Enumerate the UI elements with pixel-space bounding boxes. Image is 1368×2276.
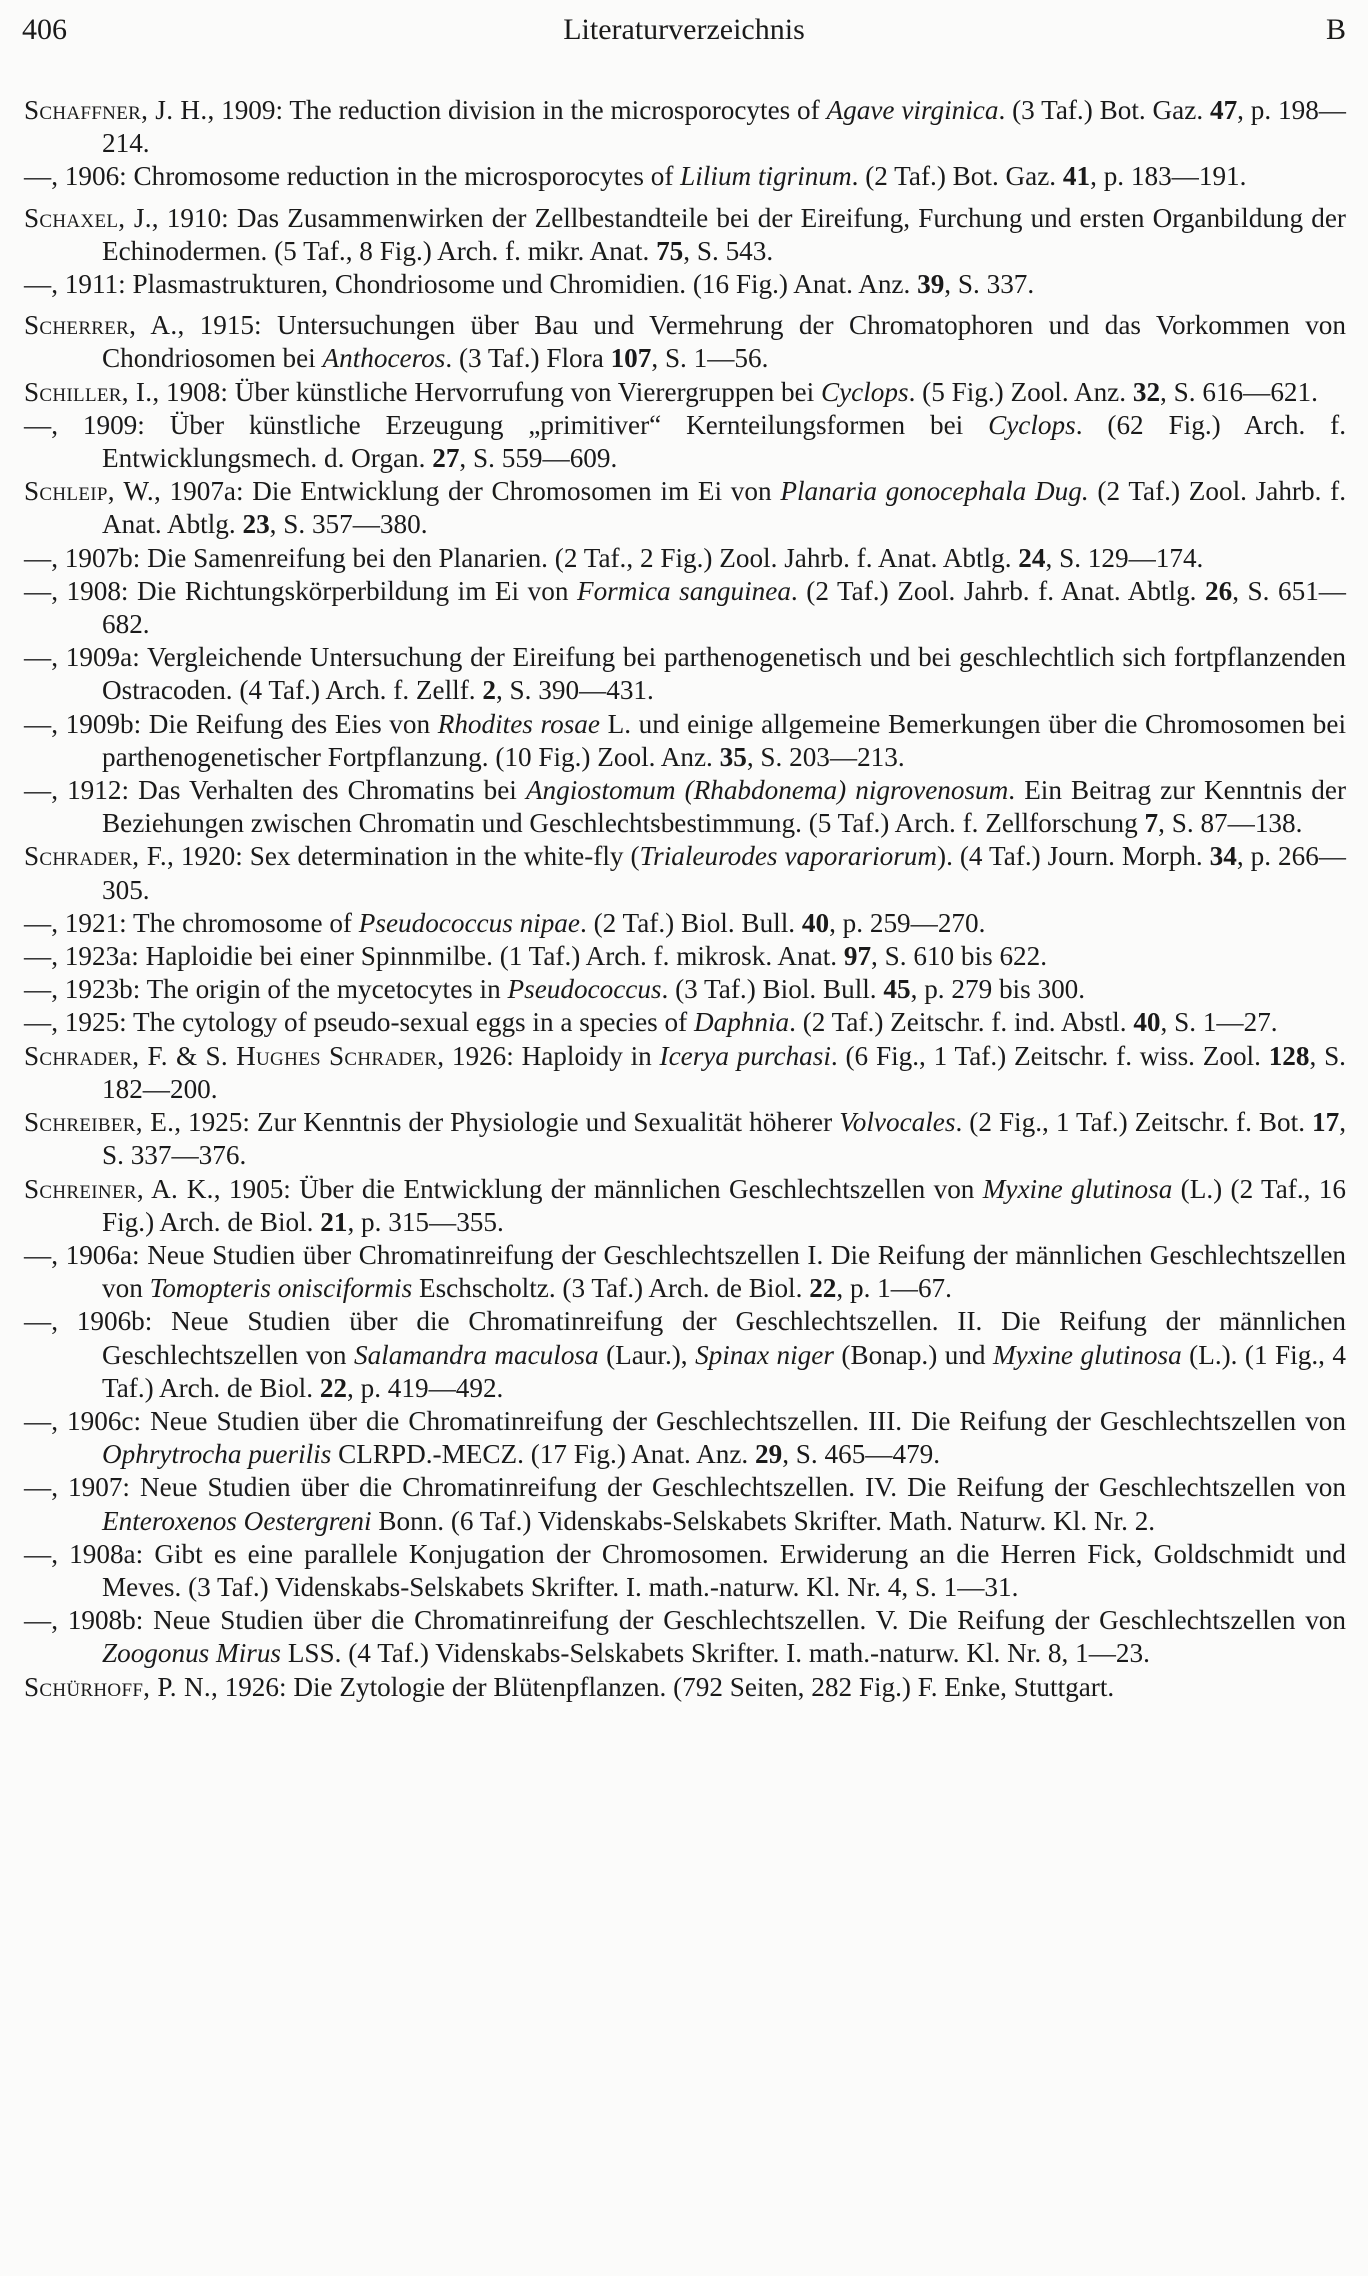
bibliography-entry (24, 202, 1346, 268)
taxon-name: Lilium tigrinum (680, 161, 852, 192)
entry-text: (Laur.), (598, 1339, 696, 1370)
volume-number: 22 (319, 1372, 347, 1403)
entry-text: , 1920: Sex determination in the white-fly ( (167, 841, 640, 872)
taxon-name: Myxine glutinosa (982, 1173, 1173, 1204)
bibliography-entry (24, 94, 1346, 160)
entry-text: —, 1908a: Gibt es eine parallele Konjugation der Chromosomen. Erwiderung an die Herren Fick, Goldschmidt und Meves. (3 Taf.) Videnskabs-Selskabets Skrifter. I. math.-naturw. Kl. Nr. 4, S. 1—31. (24, 1538, 1346, 1602)
entry-text: (Bonap.) und (833, 1339, 993, 1370)
volume-number: 97 (843, 941, 872, 972)
bibliography-entry (24, 575, 1346, 641)
entry-text: (L.). (1 Fig., 4 Taf.) Arch. de Biol. (102, 1339, 1346, 1403)
entry-text: , p. 419—492. (347, 1372, 504, 1403)
entry-text: , 1908: Über künstliche Hervorrufung von Vierergruppen bei (152, 376, 821, 407)
entry-text: , p. 1—67. (836, 1273, 952, 1304)
taxon-name: Agave virginica (826, 95, 999, 125)
entry-text: , p. 259—270. (829, 907, 986, 938)
entry-text: , S. 651—682. (102, 575, 1346, 640)
entry-text: —, 1906c: Neue Studien über die Chromatinreifung der Geschlechtszellen. III. Die Reifung der Geschlechtszellen von (24, 1405, 1346, 1436)
taxon-name: Icerya purchasi (659, 1040, 831, 1071)
entry-text: L. und einige allgemeine Bemerkungen über die Chromosomen bei parthenogenetischer Fortpflanzung. (10 Fig.) Zool. Anz. (102, 708, 1346, 772)
bibliography-list (24, 94, 1346, 1704)
volume-number: 21 (320, 1206, 348, 1237)
entry-text: —, 1907: Neue Studien über die Chromatinreifung der Geschlechtszellen. IV. Die Reifung der Geschlechtszellen von (24, 1472, 1346, 1503)
entry-text: , 1909: The reduction division in the microsporocytes of (207, 95, 827, 125)
entry-text: , 1926: Haploidy in (437, 1040, 660, 1071)
volume-number: 41 (1062, 161, 1091, 192)
entry-text: , p. 279 bis 300. (910, 974, 1086, 1005)
entry-text: —, 1923b: The origin of the mycetocytes in (24, 974, 508, 1005)
entry-text: , S. 357—380. (269, 509, 428, 540)
volume-number: 35 (719, 741, 747, 772)
taxon-name: Trialeurodes vaporariorum (639, 841, 938, 872)
author-name: Schrader, F. (24, 841, 168, 872)
volume-number: 27 (432, 443, 460, 474)
taxon-name: Spinax niger (695, 1339, 834, 1370)
author-name: Scherrer, A. (24, 310, 178, 341)
entry-text: . (3 Taf.) Biol. Bull. (661, 974, 884, 1005)
entry-text: —, 1909b: Die Reifung des Eies von (24, 708, 438, 739)
entry-text: , S. 1—27. (1160, 1007, 1278, 1038)
entry-text: CLRPD.-MECZ. (17 Fig.) Anat. Anz. (331, 1439, 756, 1470)
bibliography-entry (24, 1006, 1346, 1039)
entry-text: , 1905: Über die Entwicklung der männlichen Geschlechtszellen von (213, 1173, 983, 1204)
bibliography-entry (24, 160, 1346, 193)
bibliography-entry (24, 1040, 1346, 1106)
entry-text: . (62 Fig.) Arch. f. Entwicklungsmech. d. Organ. (102, 409, 1347, 474)
entry-text: (L.) (2 Taf., 16 Fig.) Arch. de Biol. (102, 1173, 1346, 1237)
entry-text: Bonn. (6 Taf.) Videnskabs-Selskabets Skrifter. Math. Naturw. Kl. Nr. 2. (371, 1505, 1156, 1536)
taxon-name: Salamandra maculosa (353, 1339, 599, 1370)
volume-number: 29 (755, 1439, 783, 1470)
page-header (22, 8, 1346, 52)
entry-text: , S. 465—479. (782, 1439, 941, 1470)
entry-text: (2 Taf.) Zool. Jahrb. f. Anat. Abtlg. (102, 476, 1346, 540)
entry-text: , p. 315—355. (347, 1206, 504, 1237)
volume-number: 128 (1268, 1040, 1310, 1071)
volume-number: 47 (1209, 95, 1238, 125)
running-title: Literaturverzeichnis (563, 13, 805, 46)
volume-number: 39 (917, 269, 945, 300)
entry-text: . (3 Taf.) Bot. Gaz. (998, 95, 1210, 125)
taxon-name: Rhodites rosae (437, 708, 600, 739)
author-name: Schürhoff, P. N. (24, 1671, 212, 1702)
taxon-name: Tomopteris onisciformis (149, 1273, 413, 1304)
bibliography-entry (24, 641, 1346, 707)
entry-text: —, 1912: Das Verhalten des Chromatins bei (24, 775, 526, 806)
volume-number: 24 (1018, 542, 1046, 573)
entry-text: —, 1907b: Die Samenreifung bei den Planarien. (2 Taf., 2 Fig.) Zool. Jahrb. f. Anat. Abtlg. (24, 542, 1019, 573)
taxon-name: Pseudococcus nipae (358, 907, 580, 938)
entry-text: . (6 Fig., 1 Taf.) Zeitschr. f. wiss. Zool. (830, 1040, 1269, 1071)
bibliography-entry (24, 774, 1346, 840)
bibliography-entry (24, 1604, 1346, 1670)
entry-text: , S. 543. (683, 235, 774, 266)
volume-number: 40 (801, 907, 830, 938)
entry-text: , 1910: Das Zusammenwirken der Zellbestandteile bei der Eireifung, Furchung und ersten Organbildung der Echinodermen. (5 Taf., 8 Fig.) Arch. f. mikr. Anat. (102, 202, 1346, 266)
entry-text: . (5 Fig.) Zool. Anz. (908, 376, 1133, 407)
entry-text: . (2 Taf.) Zeitschr. f. ind. Abstl. (789, 1007, 1134, 1038)
entry-text: , p. 198—214. (102, 95, 1346, 159)
section-letter: B (1325, 13, 1346, 46)
entry-text: LSS. (4 Taf.) Videnskabs-Selskabets Skrifter. I. math.-naturw. Kl. Nr. 8, 1—23. (281, 1638, 1150, 1669)
bibliography-entry (24, 840, 1346, 906)
author-name: Schrader, F. & S. Hughes Schrader (24, 1040, 438, 1071)
taxon-name: Anthoceros (322, 343, 446, 374)
bibliography-entry (24, 1471, 1346, 1537)
entry-text: ). (4 Taf.) Journ. Morph. (937, 841, 1210, 872)
taxon-name: Myxine glutinosa (993, 1339, 1182, 1370)
entry-text: , S. 610 bis 622. (871, 941, 1048, 972)
entry-text: —, 1911: Plasmastrukturen, Chondriosome und Chromidien. (16 Fig.) Anat. Anz. (24, 269, 918, 300)
author-name: Schreiber, E. (24, 1107, 175, 1138)
bibliography-entry (24, 409, 1346, 475)
entry-text: , S. 559—609. (459, 443, 618, 474)
author-name: Schleip, W. (24, 476, 154, 507)
entry-text: Eschscholtz. (3 Taf.) Arch. de Biol. (412, 1273, 810, 1304)
entry-text: , 1915: Untersuchungen über Bau und Vermehrung der Chromatophoren und das Vorkommen von Chondriosomen bei (102, 310, 1346, 374)
entry-text: —, 1906a: Neue Studien über Chromatinreifung der Geschlechtszellen I. Die Reifung der männlichen Geschlechtszellen von (24, 1239, 1346, 1304)
taxon-name: Ophrytrocha puerilis (102, 1439, 332, 1470)
entry-text: , S. 203—213. (746, 741, 905, 772)
taxon-name: Cyclops (988, 409, 1076, 440)
entry-text: —, 1908: Die Richtungskörperbildung im Ei von (24, 575, 577, 606)
entry-text: , S. 616—621. (1160, 376, 1318, 407)
bibliography-entry (24, 940, 1346, 973)
taxon-name: Zoogonus Mirus (102, 1638, 282, 1669)
entry-text: . (2 Fig., 1 Taf.) Zeitschr. f. Bot. (955, 1107, 1313, 1138)
taxon-name: Volvocales (839, 1107, 956, 1138)
bibliography-entry (24, 1405, 1346, 1471)
bibliography-entry (24, 542, 1346, 575)
entry-text: , S. 337—376. (102, 1107, 1346, 1171)
volume-number: 75 (656, 235, 684, 266)
entry-text: —, 1909a: Vergleichende Untersuchung der Eireifung bei parthenogenetisch und bei geschlechtlich sich fortpflanzenden Ostracoden. (4 Taf.) Arch. f. Zellf. (24, 642, 1346, 706)
bibliography-entry (24, 708, 1346, 774)
bibliography-entry (24, 1538, 1346, 1604)
entry-text: —, 1923a: Haploidie bei einer Spinnmilbe. (1 Taf.) Arch. f. mikrosk. Anat. (24, 941, 844, 972)
taxon-name: Planaria gonocephala Dug. (780, 476, 1089, 507)
bibliography-entry (24, 309, 1346, 375)
volume-number: 40 (1133, 1007, 1161, 1038)
bibliography-entry (24, 475, 1346, 541)
bibliography-entry (24, 268, 1346, 301)
bibliography-entry (24, 1305, 1346, 1405)
entry-text: —, 1909: Über künstliche Erzeugung „primitiver“ Kernteilungsformen bei (24, 409, 989, 440)
volume-number: 2 (482, 675, 496, 706)
entry-text: —, 1906b: Neue Studien über die Chromatinreifung der Geschlechtszellen. II. Die Reifung der männlichen Geschlechtszellen von (24, 1306, 1346, 1370)
volume-number: 45 (883, 974, 911, 1005)
taxon-name: Pseudococcus (507, 974, 662, 1005)
author-name: Schaffner, J. H. (24, 95, 208, 125)
bibliography-entry (24, 1671, 1346, 1704)
bibliography-entry (24, 1239, 1346, 1305)
author-name: Schaxel, J. (24, 202, 152, 233)
volume-number: 7 (1144, 808, 1159, 839)
volume-number: 22 (809, 1273, 837, 1304)
entry-text: —, 1921: The chromosome of (24, 907, 359, 938)
author-name: Schreiner, A. K. (24, 1173, 214, 1204)
bibliography-entry (24, 376, 1346, 409)
volume-number: 17 (1312, 1107, 1340, 1138)
volume-number: 26 (1205, 575, 1233, 606)
entry-text: , S. 182—200. (102, 1040, 1346, 1104)
bibliography-entry (24, 1106, 1346, 1172)
taxon-name: Enteroxenos Oestergreni (102, 1505, 372, 1536)
taxon-name: Cyclops (820, 376, 909, 407)
bibliography-entry (24, 1173, 1346, 1239)
bibliography-entry (24, 907, 1346, 940)
entry-text: . Ein Beitrag zur Kenntnis der Beziehungen zwischen Chromatin und Geschlechtsbestimmung. (5 Taf.) Arch. f. Zellforschung (102, 775, 1346, 839)
entry-text: , 1926: Die Zytologie der Blütenpflanzen. (792 Seiten, 282 Fig.) F. Enke, Stuttgart. (211, 1671, 1115, 1702)
taxon-name: Daphnia (693, 1007, 790, 1038)
bibliography-entry (24, 973, 1346, 1006)
author-name: Schiller, I. (24, 376, 153, 407)
entry-text: . (2 Taf.) Biol. Bull. (579, 907, 802, 938)
entry-text: —, 1906: Chromosome reduction in the microsporocytes of (24, 161, 681, 192)
entry-text: , S. 129—174. (1045, 542, 1204, 573)
entry-text: , 1925: Zur Kenntnis der Physiologie und Sexualität höherer (174, 1107, 840, 1138)
entry-text: , S. 1—56. (651, 343, 769, 374)
entry-text: , S. 87—138. (1158, 808, 1303, 839)
entry-text: , p. 183—191. (1090, 161, 1247, 192)
entry-text: . (2 Taf.) Zool. Jahrb. f. Anat. Abtlg. (790, 575, 1206, 606)
entry-text: —, 1908b: Neue Studien über die Chromatinreifung der Geschlechtszellen. V. Die Reifung der Geschlechtszellen von (24, 1605, 1346, 1636)
taxon-name: Angiostomum (Rhabdonema) nigrovenosum (525, 775, 1009, 806)
entry-text: . (2 Taf.) Bot. Gaz. (851, 161, 1063, 192)
volume-number: 107 (610, 343, 652, 374)
volume-number: 32 (1132, 376, 1161, 407)
entry-text: , S. 390—431. (495, 675, 654, 706)
entry-text: . (3 Taf.) Flora (445, 343, 611, 374)
entry-text: —, 1925: The cytology of pseudo-sexual eggs in a species of (24, 1007, 694, 1038)
volume-number: 23 (242, 509, 270, 540)
entry-text: , S. 337. (944, 269, 1035, 300)
entry-text: , p. 266—305. (102, 841, 1346, 905)
volume-number: 34 (1209, 841, 1237, 872)
entry-text: , 1907a: Die Entwicklung der Chromosomen im Ei von (153, 476, 781, 507)
taxon-name: Formica sanguinea (576, 575, 791, 606)
page-number: 406 (22, 13, 67, 46)
